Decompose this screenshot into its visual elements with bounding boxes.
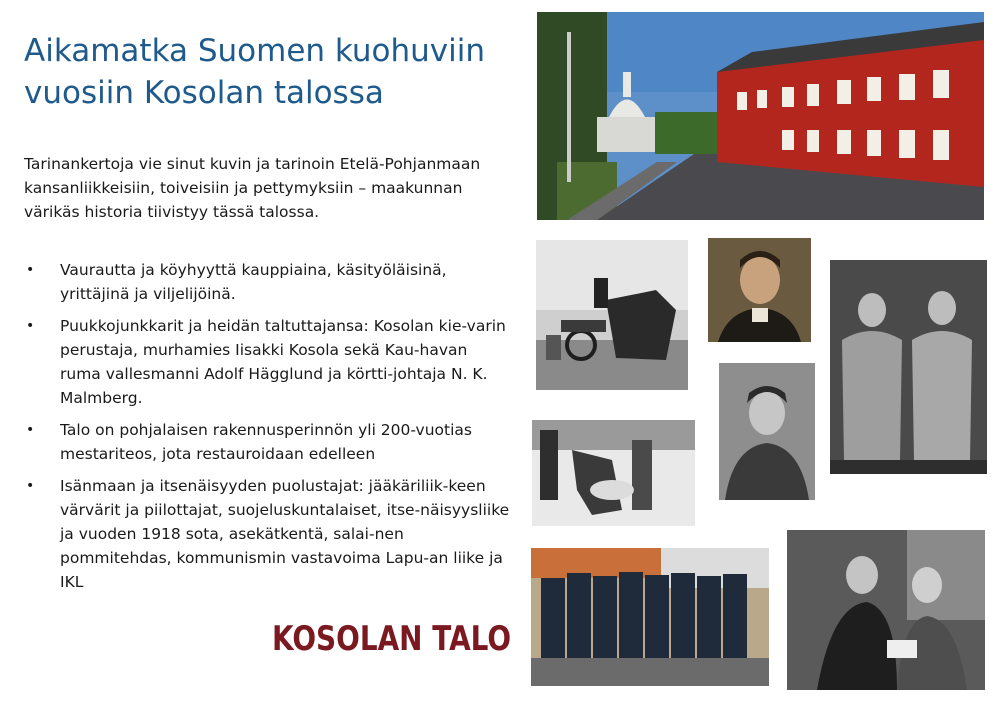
list-item bbox=[24, 474, 512, 594]
photo-portrait-priest bbox=[708, 238, 811, 342]
bullet-icon: • bbox=[26, 478, 35, 494]
list-item-text: Vaurautta ja köyhyyttä kauppiaina, käsityöläisinä, yrittäjinä ja viljelijöinä. bbox=[60, 261, 447, 303]
page-title: Aikamatka Suomen kuohuviin vuosiin Kosolan talossa bbox=[24, 33, 486, 111]
photo-two-prisoners bbox=[830, 260, 987, 474]
bullet-icon: • bbox=[26, 318, 35, 334]
photo-red-house-street bbox=[537, 12, 984, 220]
bullet-icon: • bbox=[26, 422, 35, 438]
photo-horse-cart bbox=[536, 240, 688, 390]
list-item-text: Talo on pohjalaisen rakennusperinnön yli 200-vuotias mestariteos, jota restauroidaan edelleen bbox=[60, 421, 472, 463]
list-item-text: Isänmaan ja itsenäisyyden puolustajat: jääkäriliik-keen värvärit ja piilottajat, suojeluskuntalaiset, itse-näisyysliike ja vuoden 1918 sota, asekätkentä, salai-nen pommitehdas, kommunismin vastavoima Lapu-an liike ja IKL bbox=[60, 477, 510, 591]
logo-text: KOSOLAN TALO bbox=[272, 619, 512, 659]
list-item bbox=[24, 314, 512, 410]
list-item bbox=[24, 258, 512, 306]
bullet-icon: • bbox=[26, 262, 35, 278]
list-item bbox=[24, 418, 512, 466]
photo-film-still bbox=[787, 530, 985, 690]
intro-paragraph: Tarinankertoja vie sinut kuvin ja tarinoin Etelä-Pohjanmaan kansanliikkeisiin, toiveisiin ja pettymyksiin – maakunnan värikäs historia tiivistyy tässä talossa. bbox=[24, 155, 481, 221]
kosolan-talo-logo bbox=[262, 608, 512, 670]
photo-group-uniforms bbox=[531, 548, 769, 686]
photo-portrait-woman bbox=[719, 363, 815, 500]
bullet-list bbox=[24, 258, 512, 602]
list-item-text: Puukkojunkkarit ja heidän taltuttajansa: Kosolan kie-varin perustaja, murhamies Iisakki Kosola sekä Kau-havan ruma vallesmanni Adolf Hägglund ja körtti-johtaja N. K. Malmberg. bbox=[60, 317, 506, 407]
photo-winter-scene bbox=[532, 420, 695, 526]
